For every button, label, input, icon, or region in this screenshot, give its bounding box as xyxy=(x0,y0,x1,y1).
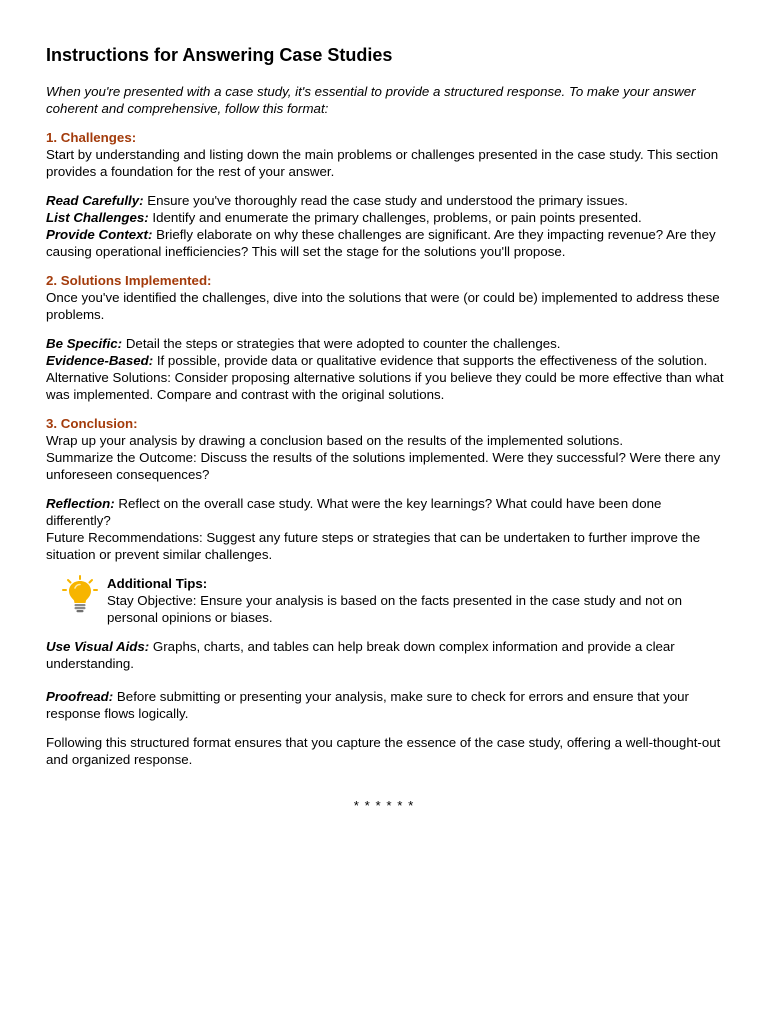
visual-aids-text: Graphs, charts, and tables can help break down complex information and provide a clear understanding. xyxy=(46,639,675,671)
additional-tips-box xyxy=(46,575,726,626)
evidence-based-label: Evidence-Based: xyxy=(46,353,154,368)
summarize-outcome-line: Summarize the Outcome: Discuss the results of the solutions implemented. Were they successful? Were there any unforeseen consequences? xyxy=(46,450,721,482)
proofread-text: Before submitting or presenting your analysis, make sure to check for errors and ensure that your response flows logically. xyxy=(46,689,689,721)
document-body xyxy=(46,83,726,768)
tips-text: Stay Objective: Ensure your analysis is based on the facts presented in the case study and not on personal opinions or biases. xyxy=(107,593,683,625)
visual-aids-line xyxy=(46,638,726,672)
list-challenges-line xyxy=(46,209,726,226)
evidence-based-text: If possible, provide data or qualitative evidence that supports the effectiveness of the solution. xyxy=(153,353,708,368)
section-heading-conclusion: 3. Conclusion: xyxy=(46,416,138,431)
provide-context-text: Briefly elaborate on why these challenges are significant. Are they impacting revenue? Are they causing operational inefficiencies? This will set the stage for the solutions you'll propose. xyxy=(46,227,716,259)
list-challenges-text: Identify and enumerate the primary challenges, problems, or pain points presented. xyxy=(148,210,642,225)
be-specific-text: Detail the steps or strategies that were adopted to counter the challenges. xyxy=(122,336,561,351)
list-challenges-label: List Challenges: xyxy=(46,210,149,225)
be-specific-label: Be Specific: xyxy=(46,336,123,351)
reflection-line xyxy=(46,495,726,529)
section-heading-challenges: 1. Challenges: xyxy=(46,130,137,145)
page-title: Instructions for Answering Case Studies xyxy=(46,45,393,65)
tips-body xyxy=(107,575,726,626)
lightbulb-icon xyxy=(62,575,102,626)
section-heading-solutions: 2. Solutions Implemented: xyxy=(46,273,212,288)
future-recommendations-line: Future Recommendations: Suggest any future steps or strategies that can be undertaken to further improve the situation or prevent similar challenges. xyxy=(46,530,701,562)
proofread-label: Proofread: xyxy=(46,689,114,704)
conclusion-paragraph: Wrap up your analysis by drawing a conclusion based on the results of the implemented solutions. xyxy=(46,433,624,448)
closing-paragraph: Following this structured format ensures that you capture the essence of the case study, offering a well-thought-out and organized response. xyxy=(46,735,721,767)
read-carefully-line xyxy=(46,192,726,209)
evidence-based-line xyxy=(46,352,726,369)
lightbulb-icon-graphic xyxy=(62,575,98,613)
reflection-label: Reflection: xyxy=(46,496,115,511)
visual-aids-label: Use Visual Aids: xyxy=(46,639,150,654)
proofread-line xyxy=(46,688,726,722)
read-carefully-text: Ensure you've thoroughly read the case study and understood the primary issues. xyxy=(143,193,629,208)
intro-paragraph: When you're presented with a case study, it's essential to provide a structured response. To make your answer coherent and comprehensive, follow this format: xyxy=(46,84,696,116)
provide-context-label: Provide Context: xyxy=(46,227,153,242)
tips-title: Additional Tips: xyxy=(107,576,208,591)
challenges-paragraph: Start by understanding and listing down the main problems or challenges presented in the case study. This section provides a foundation for the rest of your answer. xyxy=(46,147,719,179)
read-carefully-label: Read Carefully: xyxy=(46,193,144,208)
section-separator: * * * * * * xyxy=(353,798,415,813)
reflection-text: Reflect on the overall case study. What were the key learnings? What could have been done differently? xyxy=(46,496,662,528)
provide-context-line xyxy=(46,226,726,260)
be-specific-line xyxy=(46,335,726,352)
alternative-solutions-line: Alternative Solutions: Consider proposing alternative solutions if you believe they could be more effective than what was implemented. Compare and contrast with the original solutions. xyxy=(46,370,724,402)
solutions-paragraph: Once you've identified the challenges, dive into the solutions that were (or could be) implemented to address these problems. xyxy=(46,290,720,322)
